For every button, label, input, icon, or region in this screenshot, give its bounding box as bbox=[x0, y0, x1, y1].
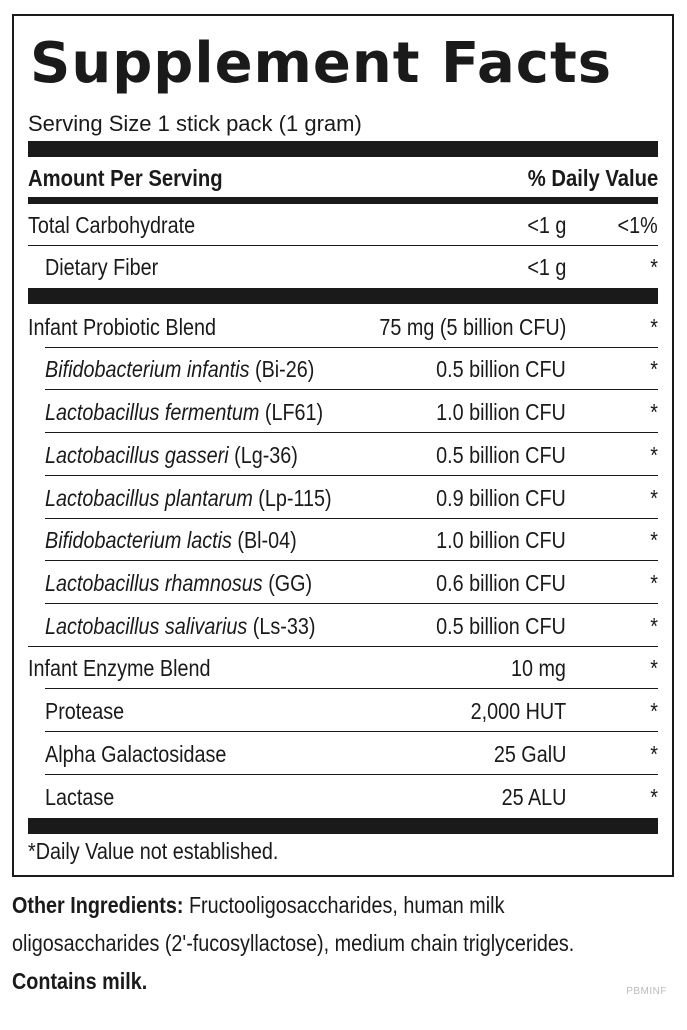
strain-amount: 0.5 billion CFU bbox=[436, 356, 566, 382]
strain-species: Lactobacillus fermentum bbox=[45, 399, 260, 425]
thick-divider bbox=[28, 141, 658, 157]
strain-name bbox=[45, 485, 332, 512]
strain-code: (Lp-115) bbox=[252, 485, 332, 511]
strain-code: (Lg-36) bbox=[228, 442, 298, 468]
enzyme-name: Protease bbox=[45, 698, 125, 724]
daily-value-footnote: *Daily Value not established. bbox=[28, 838, 279, 864]
column-header bbox=[28, 159, 658, 197]
blend-name: Infant Enzyme Blend bbox=[28, 655, 211, 681]
row-rule bbox=[45, 389, 658, 390]
enzyme-row bbox=[28, 733, 658, 775]
strain-name bbox=[45, 613, 315, 640]
strain-amount: 1.0 billion CFU bbox=[436, 399, 566, 425]
strain-amount: 0.6 billion CFU bbox=[436, 570, 566, 596]
amount-per-serving-label: Amount Per Serving bbox=[28, 165, 223, 191]
blend-row bbox=[28, 306, 658, 348]
blend-dv: * bbox=[650, 314, 658, 340]
row-rule bbox=[45, 475, 658, 476]
nutrient-amount: <1 g bbox=[526, 254, 566, 280]
strain-species: Bifidobacterium infantis bbox=[45, 356, 250, 382]
daily-value-label: % Daily Value bbox=[527, 165, 658, 191]
blend-amount: 75 mg (5 billion CFU) bbox=[379, 314, 566, 340]
strain-name bbox=[45, 399, 323, 426]
other-ingredients-line bbox=[12, 886, 588, 924]
row-rule bbox=[45, 432, 658, 433]
blend-amount: 10 mg bbox=[511, 655, 566, 681]
enzyme-dv: * bbox=[650, 741, 658, 767]
strain-dv: * bbox=[650, 613, 658, 639]
strain-code: (Ls-33) bbox=[247, 613, 316, 639]
other-ingredients-line: oligosaccharides (2'-fucosyllactose), medium chain triglycerides. bbox=[12, 930, 575, 956]
row-rule bbox=[45, 603, 658, 604]
strain-dv: * bbox=[650, 527, 658, 553]
strain-row bbox=[28, 605, 658, 647]
blend-dv: * bbox=[650, 655, 658, 681]
enzyme-amount: 2,000 HUT bbox=[470, 698, 566, 724]
enzyme-name: Alpha Galactosidase bbox=[45, 741, 227, 767]
strain-dv: * bbox=[650, 485, 658, 511]
strain-name bbox=[45, 527, 297, 554]
strain-row bbox=[28, 391, 658, 433]
strain-dv: * bbox=[650, 570, 658, 596]
enzyme-row bbox=[28, 690, 658, 732]
strain-species: Lactobacillus gasseri bbox=[45, 442, 229, 468]
supplement-facts-panel bbox=[12, 14, 674, 877]
panel-title: Supplement Facts bbox=[30, 31, 613, 96]
thick-divider bbox=[28, 288, 658, 304]
enzyme-amount: 25 ALU bbox=[501, 784, 566, 810]
strain-row bbox=[28, 562, 658, 604]
nutrient-row bbox=[28, 204, 658, 246]
strain-dv: * bbox=[650, 442, 658, 468]
thick-divider bbox=[28, 818, 658, 834]
blend-row bbox=[28, 647, 658, 689]
row-rule bbox=[45, 560, 658, 561]
strain-amount: 0.5 billion CFU bbox=[436, 613, 566, 639]
nutrient-amount: <1 g bbox=[526, 212, 566, 238]
strain-row bbox=[28, 434, 658, 476]
enzyme-name: Lactase bbox=[45, 784, 115, 810]
strain-amount: 0.5 billion CFU bbox=[436, 442, 566, 468]
other-ingredients-label: Other Ingredients: bbox=[12, 892, 184, 918]
strain-species: Lactobacillus rhamnosus bbox=[45, 570, 263, 596]
strain-dv: * bbox=[650, 399, 658, 425]
row-rule bbox=[45, 731, 658, 732]
strain-code: (LF61) bbox=[259, 399, 324, 425]
serving-size: Serving Size 1 stick pack (1 gram) bbox=[28, 111, 362, 136]
other-ingredients bbox=[12, 886, 682, 1000]
enzyme-dv: * bbox=[650, 784, 658, 810]
strain-code: (Bi-26) bbox=[249, 356, 315, 382]
strain-amount: 1.0 billion CFU bbox=[436, 527, 566, 553]
other-ingredients-text: Fructooligosaccharides, human milk bbox=[183, 892, 505, 918]
strain-species: Bifidobacterium lactis bbox=[45, 527, 232, 553]
strain-row bbox=[28, 519, 658, 561]
nutrient-name: Total Carbohydrate bbox=[28, 212, 196, 238]
strain-name bbox=[45, 356, 314, 383]
blend-name: Infant Probiotic Blend bbox=[28, 314, 217, 340]
nutrient-row bbox=[28, 246, 658, 288]
allergen-statement bbox=[12, 962, 588, 1000]
strain-amount: 0.9 billion CFU bbox=[436, 485, 566, 511]
strain-row bbox=[28, 477, 658, 519]
strain-name bbox=[45, 570, 312, 597]
enzyme-dv: * bbox=[650, 698, 658, 724]
nutrient-name: Dietary Fiber bbox=[45, 254, 159, 280]
enzyme-amount: 25 GalU bbox=[493, 741, 566, 767]
strain-name bbox=[45, 442, 298, 469]
label-code: PBMINF bbox=[626, 986, 667, 997]
strain-dv: * bbox=[650, 356, 658, 382]
strain-species: Lactobacillus plantarum bbox=[45, 485, 253, 511]
nutrient-dv: <1% bbox=[617, 212, 658, 238]
mid-divider bbox=[28, 197, 658, 204]
strain-code: (Bl-04) bbox=[231, 527, 297, 553]
contains-milk: Contains milk. bbox=[12, 968, 148, 994]
enzyme-row bbox=[28, 776, 658, 818]
strain-code: (GG) bbox=[262, 570, 313, 596]
nutrient-dv: * bbox=[650, 254, 658, 280]
strain-row bbox=[28, 348, 658, 390]
strain-species: Lactobacillus salivarius bbox=[45, 613, 248, 639]
row-rule bbox=[45, 774, 658, 775]
row-rule bbox=[45, 688, 658, 689]
